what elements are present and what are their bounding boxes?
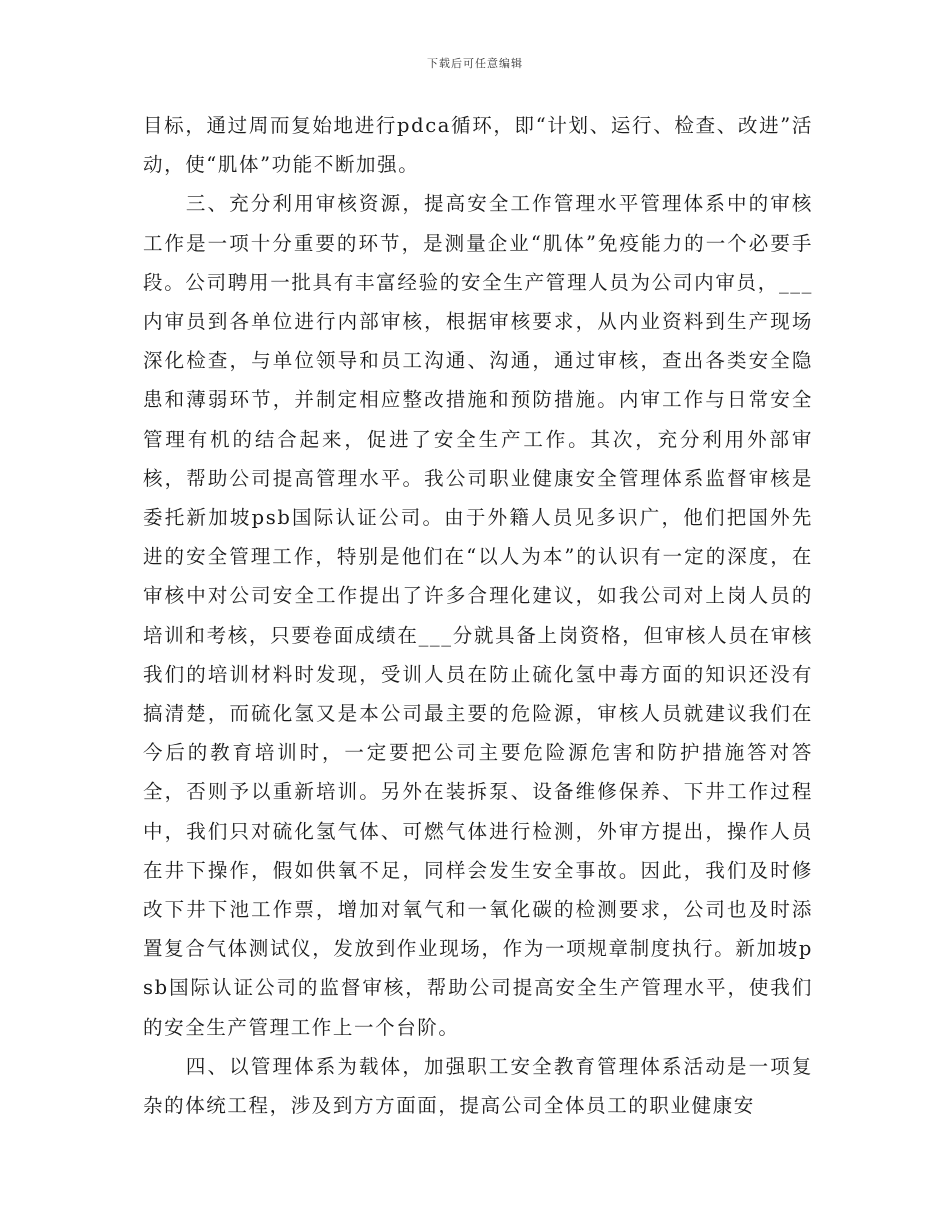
paragraph-pdca-cycle: 目标，通过周而复始地进行pdca循环，即“计划、运行、检查、改进”活动，使“肌体”功能不断加强。: [143, 114, 813, 177]
document-body: [143, 106, 813, 1125]
page-header: 下载后可任意编辑: [427, 57, 523, 70]
paragraph-safety-education: 四、以管理体系为载体，加强职工安全教育管理体系活动是一项复杂的体统工程，涉及到方方面面，提高公司全体员工的职业健康安: [143, 1054, 813, 1118]
paragraph-audit-resources: 三、充分利用审核资源，提高安全工作管理水平管理体系中的审核工作是一项十分重要的环节，是测量企业“肌体”免疫能力的一个必要手段。公司聘用一批具有丰富经验的安全生产管理人员为公司内审员，___内审员到各单位进行内部审核，根据审核要求，从内业资料到生产现场深化检查，与单位领导和员工沟通、沟通，通过审核，查出各类安全隐患和薄弱环节，并制定相应整改措施和预防措施。内审工作与日常安全管理有机的结合起来，促进了安全生产工作。其次，充分利用外部审核，帮助公司提高管理水平。我公司职业健康安全管理体系监督审核是委托新加坡psb国际认证公司。由于外籍人员见多识广，他们把国外先进的安全管理工作，特别是他们在“以人为本”的认识有一定的深度，在审核中对公司安全工作提出了许多合理化建议，如我公司对上岗人员的培训和考核，只要卷面成绩在___分就具备上岗资格，但审核人员在审核我们的培训材料时发现，受训人员在防止硫化氢中毒方面的知识还没有搞清楚，而硫化氢又是本公司最主要的危险源，审核人员就建议我们在今后的教育培训时，一定要把公司主要危险源危害和防护措施答对答全，否则予以重新培训。另外在装拆泵、设备维修保养、下井工作过程中，我们只对硫化氢气体、可燃气体进行检测，外审方提出，操作人员在井下操作，假如供氧不足，同样会发生安全事故。因此，我们及时修改下井下池工作票，增加对氧气和一氧化碳的检测要求，公司也及时添置复合气体测试仪，发放到作业现场，作为一项规章制度执行。新加坡psb国际认证公司的监督审核，帮助公司提高安全生产管理水平，使我们的安全生产管理工作上一个台阶。: [143, 192, 813, 1039]
